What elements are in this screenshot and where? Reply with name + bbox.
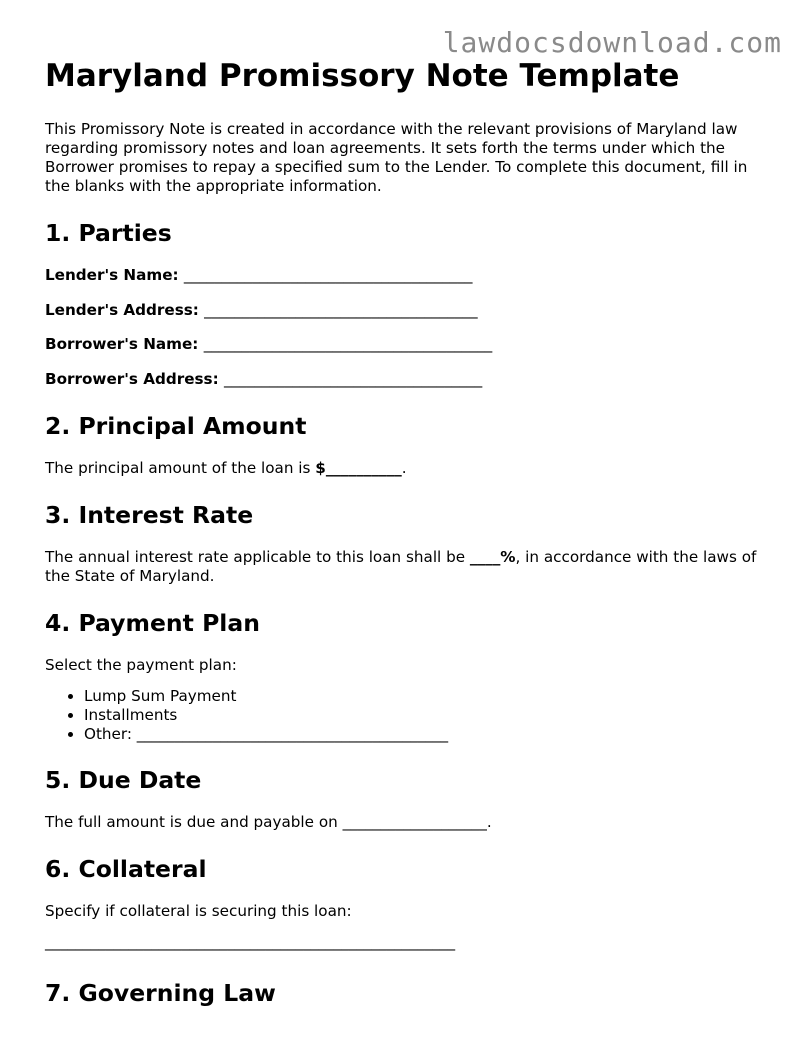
- interest-blank[interactable]: ____%: [469, 547, 516, 566]
- list-item[interactable]: • Other: _________________________________________: [84, 725, 765, 744]
- borrower-name-blank[interactable]: ______________________________________: [203, 335, 493, 353]
- principal-text-after: .: [401, 458, 407, 477]
- principal-text-before: The principal amount of the loan is: [45, 458, 316, 477]
- field-label: Borrower's Name:: [45, 335, 199, 353]
- section-heading-payment: 4. Payment Plan: [45, 608, 260, 637]
- list-item[interactable]: • Lump Sum Payment: [84, 687, 765, 706]
- field-label: Borrower's Address:: [45, 369, 219, 388]
- due-date-blank[interactable]: ___________________: [342, 812, 487, 831]
- section-heading-governing-law: 7. Governing Law: [45, 978, 276, 1007]
- borrower-name-field: [45, 335, 765, 354]
- payment-prompt: Select the payment plan:: [45, 655, 237, 674]
- collateral-prompt: Specify if collateral is securing this loan:: [45, 901, 352, 920]
- field-label: Lender's Address:: [45, 300, 199, 319]
- due-text-before: The full amount is due and payable on: [45, 812, 343, 831]
- borrower-address-field: [45, 370, 765, 389]
- interest-text: [45, 548, 765, 586]
- principal-text: [45, 459, 765, 478]
- payment-options-list: [45, 687, 765, 744]
- watermark: lawdocsdownload.com: [442, 26, 782, 59]
- section-heading-principal: 2. Principal Amount: [45, 411, 307, 440]
- lender-name-blank[interactable]: ______________________________________: [183, 266, 473, 284]
- lender-address-blank[interactable]: ____________________________________: [204, 300, 478, 319]
- principal-blank[interactable]: $__________: [315, 458, 402, 477]
- section-heading-parties: 1. Parties: [45, 219, 172, 247]
- lender-name-field: [45, 266, 765, 285]
- document-page: [45, 56, 765, 1026]
- list-item[interactable]: • Installments: [84, 706, 765, 725]
- borrower-address-blank[interactable]: __________________________________: [223, 369, 483, 388]
- page-title: Maryland Promissory Note Template: [45, 58, 680, 94]
- due-date-text: [45, 813, 765, 832]
- intro-paragraph: This Promissory Note is created in accordance with the relevant provisions of Maryland law regarding promissory notes and loan agreements. It sets forth the terms under which the Borrower promises to repay a specified sum to the Lender. To complete this document, fill in the blanks with the appropriate information.: [45, 120, 748, 195]
- section-heading-collateral: 6. Collateral: [45, 854, 207, 883]
- interest-text-after: , in accordance with the laws of the State of Maryland.: [45, 547, 757, 585]
- section-heading-interest: 3. Interest Rate: [45, 500, 254, 529]
- collateral-blank[interactable]: ______________________________________________________: [45, 932, 456, 951]
- field-label: Lender's Name:: [45, 266, 179, 284]
- section-heading-due-date: 5. Due Date: [45, 765, 202, 794]
- interest-text-before: The annual interest rate applicable to this loan shall be: [45, 547, 470, 566]
- lender-address-field: [45, 301, 765, 320]
- due-text-after: .: [486, 812, 492, 831]
